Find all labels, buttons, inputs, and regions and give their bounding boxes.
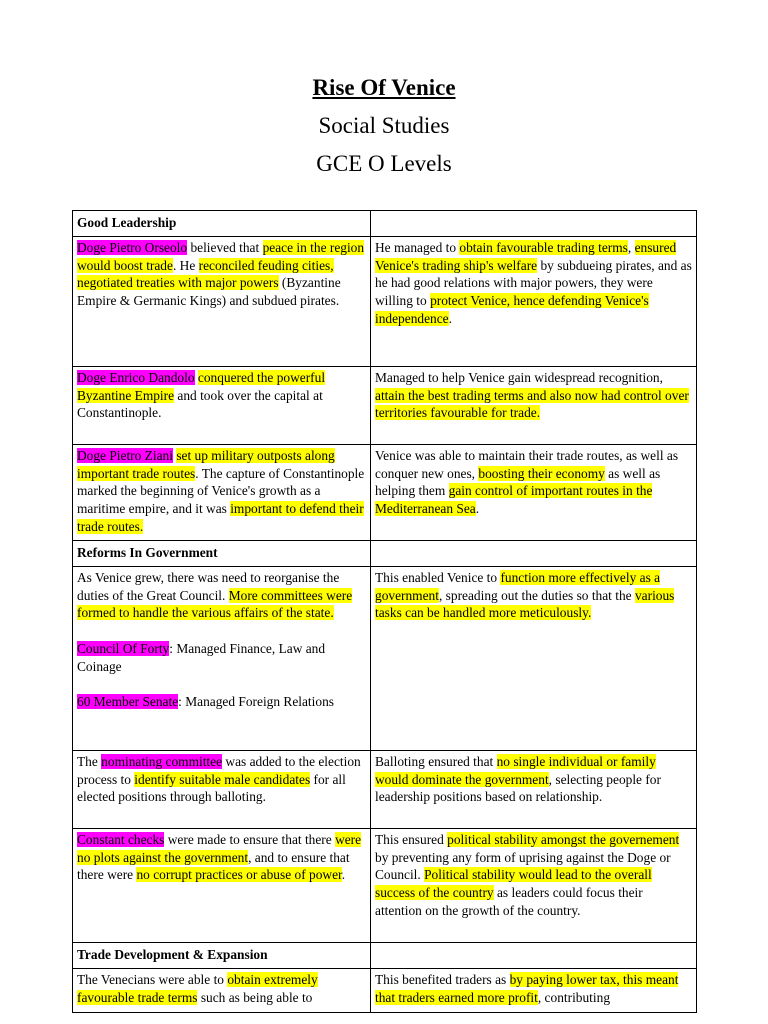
section-header-trade: Trade Development & Expansion [73,943,371,969]
text-span: : Managed Foreign Relations [178,693,334,709]
cell-ziani-explanation [371,445,697,541]
text-span: : Managed Finance, Law and Coinage [77,640,326,674]
table-row [73,829,697,943]
highlight-yellow: set up military outposts along important trade routes [77,448,335,481]
highlight-yellow: attain the best trading terms and also now had control over territories favourable for trade. [375,387,689,421]
cell-council-point [73,567,371,751]
text-span: believed that [187,240,263,255]
text-span: Managed to help Venice gain widespread recognition, [375,370,663,385]
highlight-yellow: identify suitable male candidates [134,771,311,787]
highlight-yellow: boosting their economy [478,465,605,481]
highlight-yellow: More committees were formed to handle the various affairs of the state. [77,587,353,621]
text-span: as leaders could focus their attention on the growth of the country. [375,885,643,918]
text-span: , [627,240,635,255]
section-header-empty-cell [371,541,697,567]
highlight-yellow: political stability amongst the governement [447,832,680,847]
cell-council-explanation [371,567,697,751]
cell-nominating-point [73,751,371,829]
section-header-reforms: Reforms In Government [73,541,371,567]
text-span: as well as helping them [375,465,661,499]
highlight-magenta: Doge Pietro Orseolo [77,240,188,255]
text-span: This benefited traders as [375,972,510,987]
text-span: (Byzantine Empire & Germanic Kings) and subdued pirates. [77,275,341,309]
highlight-yellow: by paying lower tax, this meant that traders earned more profit [375,972,679,1005]
highlight-yellow: no single individual or family would dominate the government [375,754,656,787]
paragraph-gap [77,622,366,640]
text-span: , and to ensure that there were [77,849,350,883]
cell-dandolo-explanation [371,367,697,445]
table-row [73,751,697,829]
highlight-yellow: Political stability would lead to the overall success of the country [375,867,652,901]
highlight-yellow: protect Venice, hence defending Venice's independence [375,293,649,326]
highlight-yellow: reconciled feuding cities, negotiated treaties with major powers [77,257,334,291]
text-span: As Venice grew, there was need to reorganise the duties of the Great Council. [77,570,340,603]
document-title: Rise Of Venice [312,75,456,100]
paragraph-gap [77,675,366,693]
cell-checks-explanation [371,829,697,943]
highlight-yellow: were no plots against the government [77,832,362,865]
section-header-empty-cell [371,211,697,237]
text-span: . The capture of Constantinople marked the beginning of Venice's growth as a maritime empire, and it was [77,465,365,517]
table-row [73,567,697,751]
highlight-magenta: Council Of Forty [77,640,170,656]
cell-nominating-explanation [371,751,697,829]
text-span: was added to the election process to [77,754,361,787]
cell-ziani-point [73,445,371,541]
highlight-yellow: obtain extremely favourable trade terms [77,972,318,1005]
table-row [73,969,697,1013]
highlight-yellow: gain control of important routes in the Mediterranean Sea [375,483,653,517]
cell-venecians-explanation [371,969,697,1013]
document-subject: Social Studies [318,113,450,138]
table-row [73,237,697,367]
highlight-magenta: Doge Enrico Dandolo [77,370,195,385]
section-header-empty-cell [371,943,697,969]
text-span: The [77,754,102,769]
highlight-magenta: Constant checks [77,832,165,847]
highlight-yellow: function more effectively as a government [375,570,661,603]
section-header-row [73,211,697,237]
text-span: He managed to [375,240,460,255]
text-span: This enabled Venice to [375,570,501,585]
text-span: . [341,867,346,883]
notes-table [72,210,697,1013]
document-level: GCE O Levels [316,151,452,176]
cell-orseolo-point [73,237,371,367]
text-span: by subdueing pirates, and as he had good relations with major powers, they were willing to [375,257,692,309]
highlight-yellow: peace in the region would boost trade [77,240,365,273]
cell-dandolo-point [73,367,371,445]
cell-venecians-point [73,969,371,1013]
highlight-magenta: Doge Pietro Ziani [77,448,173,463]
table-row [73,367,697,445]
text-span: This ensured [375,832,448,847]
highlight-yellow: various tasks can be handled more meticulously. [375,587,675,621]
text-span: , contributing [537,989,611,1005]
section-header-row [73,943,697,969]
highlight-yellow: conquered the powerful Byzantine Empire [77,370,326,403]
text-span: . He [172,257,199,273]
text-span: . [448,310,452,326]
text-span: such as being able to [197,989,313,1005]
text-span: , selecting people for leadership positions based on relationship. [375,771,661,805]
text-span: Venice was able to maintain their trade routes, as well as conquer new ones, [375,448,679,481]
cell-checks-point [73,829,371,943]
section-header-row [73,541,697,567]
highlight-yellow: ensured Venice's trading ship's welfare [375,240,677,273]
section-header-good-leadership: Good Leadership [73,211,371,237]
cell-orseolo-explanation [371,237,697,367]
text-span: . [475,501,480,517]
text-span: , spreading out the duties so that the [438,587,635,603]
text-span: Balloting ensured that [375,754,497,769]
text-span: The Venecians were able to [77,972,228,987]
text-span: were made to ensure that there [164,832,336,847]
text-span: and took over the capital at Constantinople. [77,387,323,421]
highlight-yellow: important to defend their trade routes. [77,501,364,534]
highlight-magenta: 60 Member Senate [77,693,179,709]
text-span: by preventing any form of uprising against the Doge or Council. [375,849,671,883]
highlight-magenta: nominating committee [101,754,223,769]
table-row [73,445,697,541]
highlight-yellow: no corrupt practices or abuse of power [136,867,342,883]
highlight-yellow: obtain favourable trading terms [459,240,628,255]
text-span: for all elected positions through balloting. [77,771,346,805]
